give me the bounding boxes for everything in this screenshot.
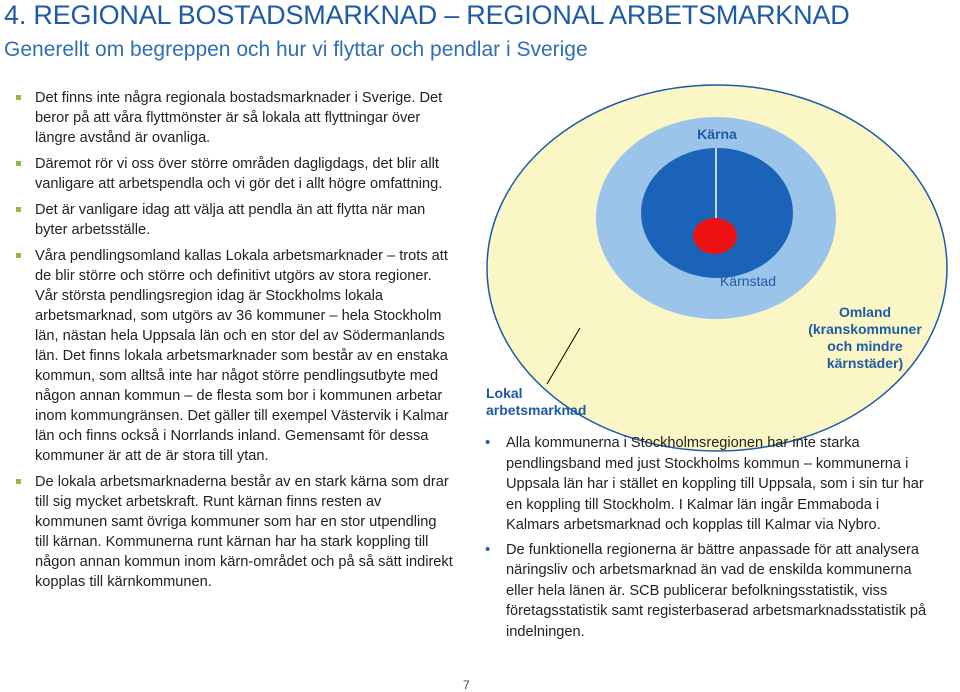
bullet-text: Våra pendlingsomland kallas Lokala arbetsmarknader – trots att de blir större och större och definitivt utgörs av stora regioner. Vår största pendlingsregion idag är Stockholms lokala arbetsmarknad, som utgörs av 36 kommuner – hela Stockholm län, nästan hela Uppsala län och en stor del av Södermanlands län. Det finns lokala arbetsmarknader som består av en enstaka kommun, som alltså inte har något större pendlingsutbyte med någon annan kommun – de flesta som bor i kommunen arbetar inom kommungränsen. Det gäller till exempel Västervik i Kalmar län och finns också i Norrlands inland. Gemensamt för dessa kommuner är att de är stora till ytan. xyxy=(35,248,449,464)
bullet-text: De funktionella regionerna är bättre anpassade för att analysera näringsliv och arbetsmarknad än vad de enskilda kommunerna eller hela länen är. SCB publicerar befolkningsstatistik, viss företagsstatistik samt registerbaserad arbetsmarknadsstatistik på indelningen. xyxy=(506,541,927,640)
bullet-text: De lokala arbetsmarknaderna består av en stark kärna som drar till sig mycket arbetskraft. Runt kärnan finns resten av kommunen samt övriga kommuner som har en stor utpendling till kärnan. Kommunerna runt kärnan har ha stark koppling till någon annan kommun inom kärn-området och på så sätt indirekt kopplas till kärnkommunen. xyxy=(35,474,453,590)
dot-bullet-icon: • xyxy=(485,434,491,451)
bullet-text: Däremot rör vi oss över större områden dagligdags, det blir allt vanligare att arbetspendla och vi gör det i allt högre omfattning. xyxy=(35,156,443,192)
label-omland: Omland (kranskommuner och mindre kärnstäder) xyxy=(808,304,922,371)
core-center-ellipse xyxy=(693,218,737,254)
core-area-ellipse xyxy=(641,148,793,278)
list-item xyxy=(484,433,934,536)
page-number: 7 xyxy=(463,678,470,692)
page-title: 4. REGIONAL BOSTADSMARKNAD – REGIONAL ARBETSMARKNAD xyxy=(4,0,850,30)
page-subtitle: Generellt om begreppen och hur vi flyttar och pendlar i Sverige xyxy=(4,38,588,61)
right-bullet-list xyxy=(484,433,934,646)
bullet-text: Det är vanligare idag att välja att pendla än att flytta när man byter arbetsställe. xyxy=(35,202,426,238)
label-karna: Kärna xyxy=(697,126,737,142)
bullet-text: Alla kommunerna i Stockholmsregionen har inte starka pendlingsband med just Stockholms kommun – kommunerna i Uppsala län har i stället en koppling till Uppsala, som i sin tur har en koppling till Stockholm. I Kalmar län ingår Emmaboda i Kalmars arbetsmarknad och kopplas till Kalmar via Nybro. xyxy=(506,435,924,533)
dot-bullet-icon: • xyxy=(485,540,491,558)
list-item xyxy=(484,540,934,643)
label-karnstad: Kärnstad xyxy=(719,273,777,289)
label-lokal-arbetsmarknad: Lokal arbetsmarknad xyxy=(486,385,587,418)
bullet-text: Det finns inte några regionala bostadsmarknader i Sverige. Det beror på att våra flyttmönster är så lokala att flyttningar över längre avstånd är ovanliga. xyxy=(35,90,443,146)
